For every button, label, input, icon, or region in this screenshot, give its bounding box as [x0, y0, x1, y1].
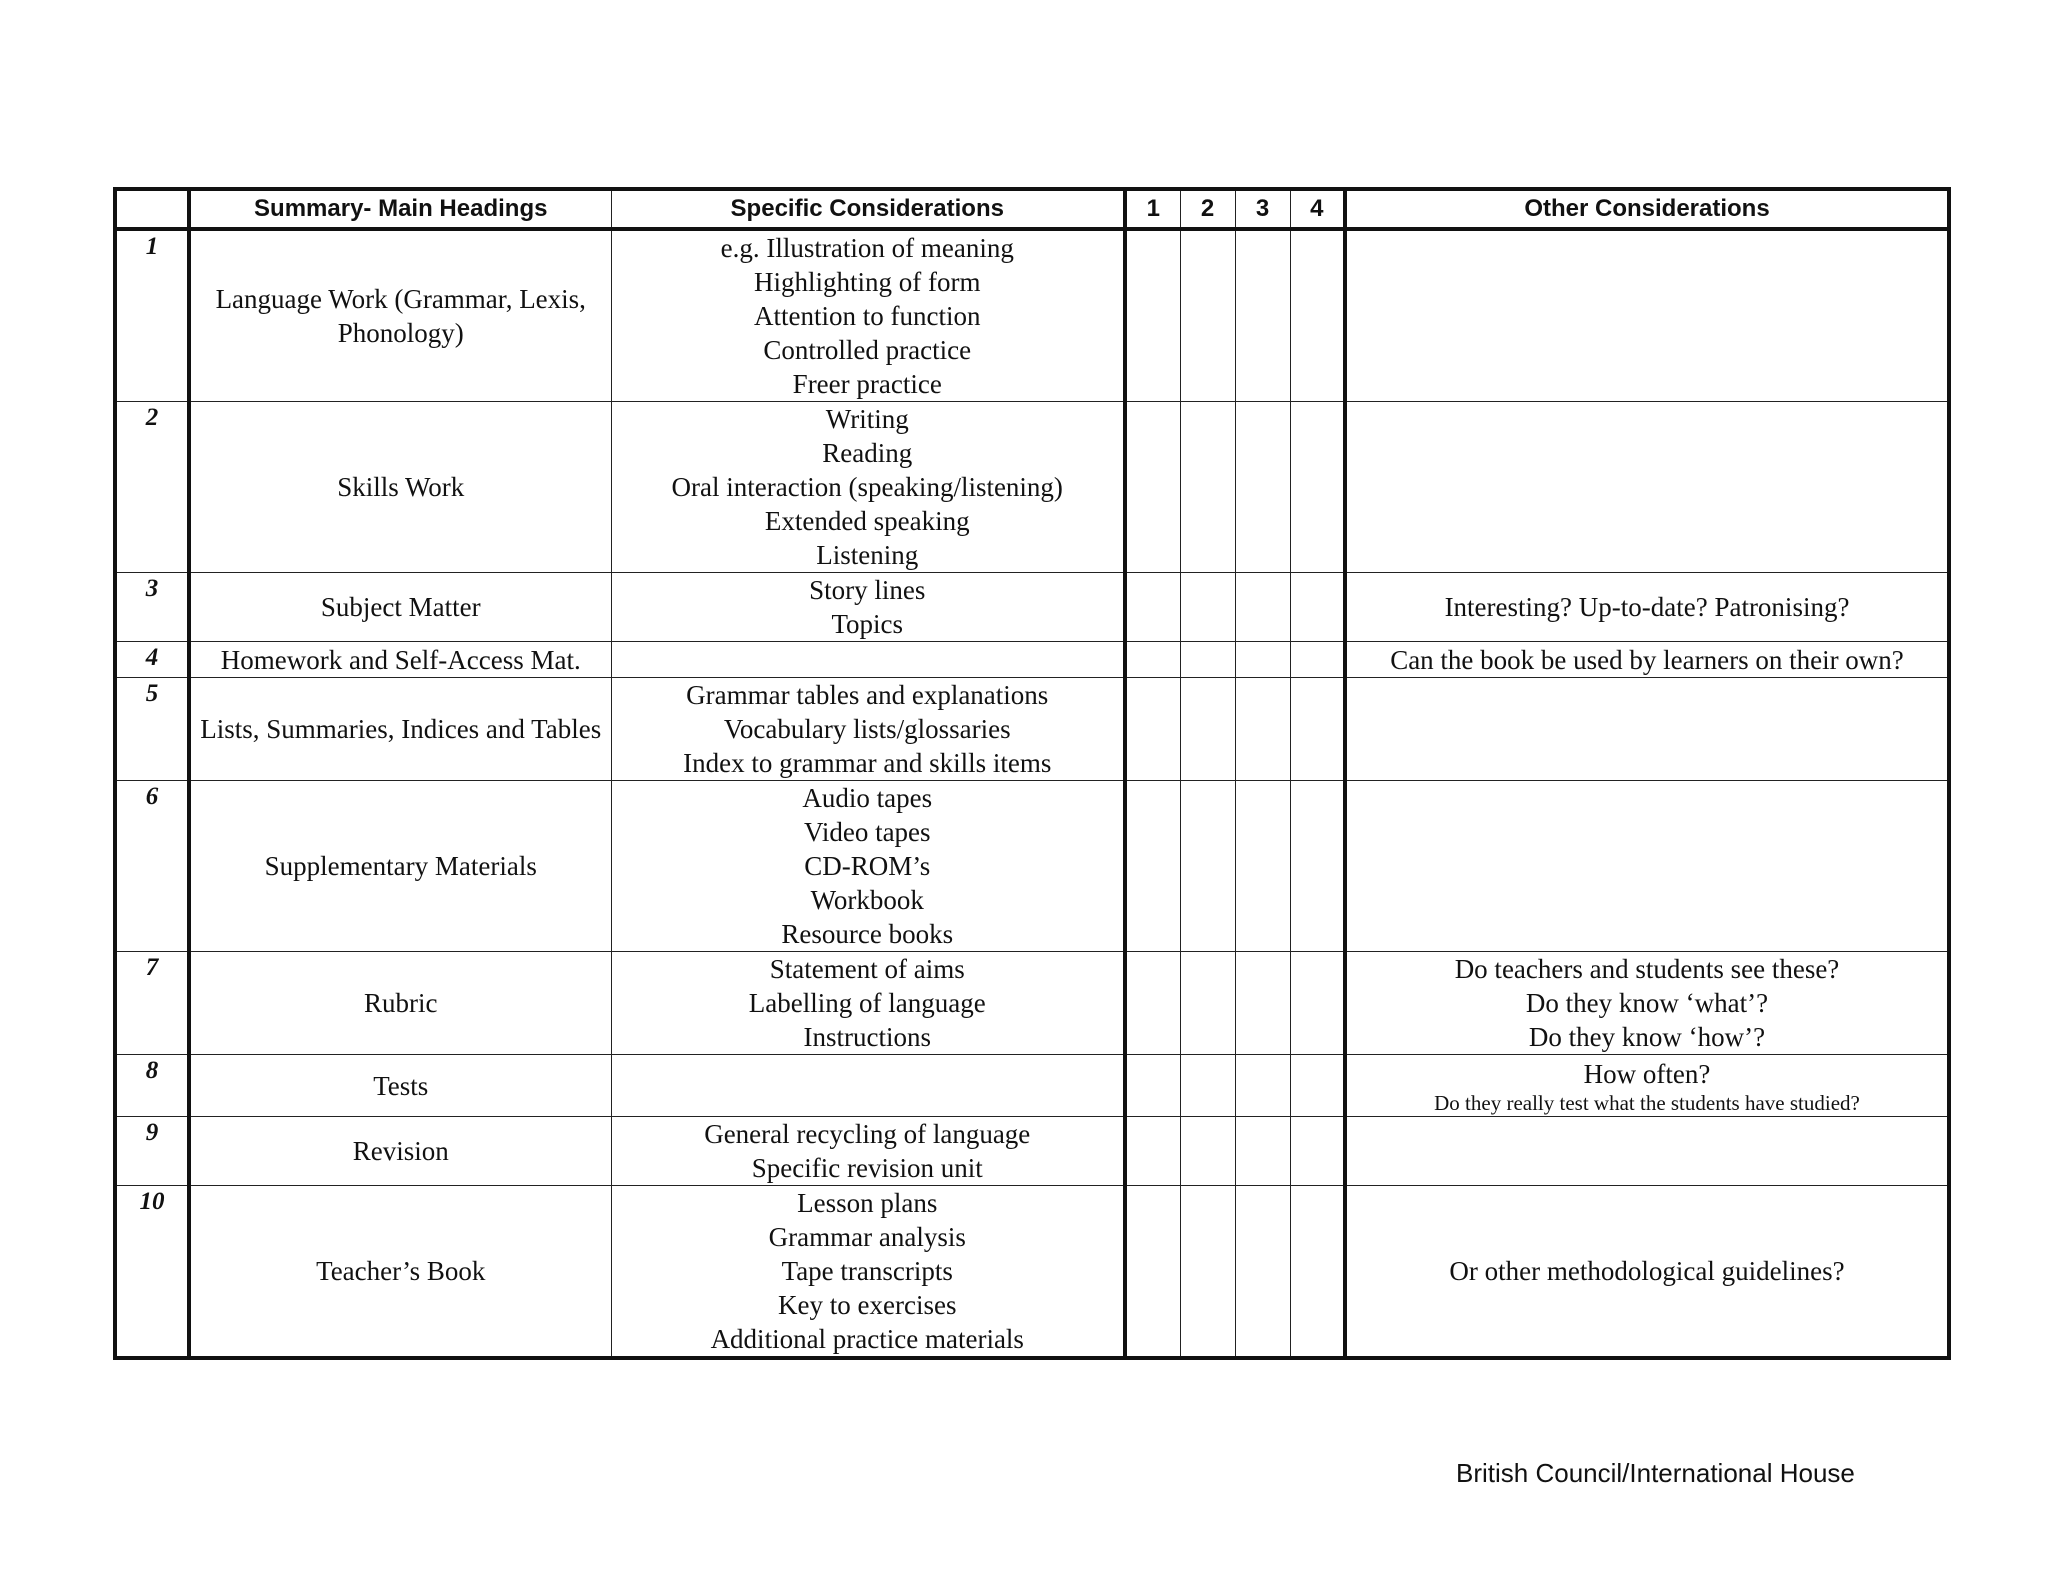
score-cell-3[interactable] — [1235, 952, 1290, 1055]
row-number: 8 — [115, 1055, 189, 1117]
other-considerations[interactable] — [1345, 1055, 1949, 1117]
score-cell-4[interactable] — [1290, 1055, 1345, 1117]
other-item: Do they know ‘how’? — [1528, 1022, 1766, 1052]
header-other: Other Considerations — [1345, 189, 1949, 229]
specific-item: Grammar tables and explanations — [686, 680, 1049, 710]
specific-item: Additional practice materials — [710, 1324, 1024, 1354]
table-row — [115, 573, 1949, 642]
other-considerations[interactable] — [1345, 402, 1949, 573]
score-cell-2[interactable] — [1180, 573, 1235, 642]
specific-item: Listening — [816, 540, 919, 570]
summary-heading: Revision — [189, 1117, 611, 1186]
footer-credit: British Council/International House — [1456, 1458, 1855, 1488]
row-number: 6 — [115, 781, 189, 952]
specific-considerations — [611, 781, 1125, 952]
table-row — [115, 1186, 1949, 1359]
score-cell-1[interactable] — [1125, 1117, 1180, 1186]
row-number: 4 — [115, 642, 189, 678]
specific-item: Key to exercises — [778, 1290, 957, 1320]
other-item: Do they know ‘what’? — [1525, 988, 1769, 1018]
row-number: 2 — [115, 402, 189, 573]
specific-item: Story lines — [809, 575, 926, 605]
summary-heading: Subject Matter — [189, 573, 611, 642]
score-cell-2[interactable] — [1180, 1055, 1235, 1117]
specific-considerations — [611, 1117, 1125, 1186]
header-score-4: 4 — [1290, 189, 1345, 229]
table-row — [115, 781, 1949, 952]
score-cell-1[interactable] — [1125, 573, 1180, 642]
table-row — [115, 678, 1949, 781]
specific-item: CD-ROM’s — [804, 851, 931, 881]
summary-heading: Teacher’s Book — [189, 1186, 611, 1359]
specific-item: Freer practice — [792, 369, 942, 399]
row-number: 3 — [115, 573, 189, 642]
specific-item: e.g. Illustration of meaning — [720, 233, 1014, 263]
specific-item: Lesson plans — [797, 1188, 938, 1218]
score-cell-3[interactable] — [1235, 402, 1290, 573]
table-body — [115, 229, 1949, 1358]
summary-heading: Lists, Summaries, Indices and Tables — [189, 678, 611, 781]
specific-considerations — [611, 573, 1125, 642]
other-considerations[interactable] — [1345, 678, 1949, 781]
other-item-small: Do they really test what the students have studied? — [1434, 1090, 1860, 1115]
table-row — [115, 1055, 1949, 1117]
specific-item: Writing — [825, 404, 909, 434]
specific-item: Audio tapes — [802, 783, 933, 813]
summary-heading: Language Work (Grammar, Lexis, Phonology) — [189, 229, 611, 402]
score-cell-3[interactable] — [1235, 1055, 1290, 1117]
score-cell-3[interactable] — [1235, 678, 1290, 781]
table-row — [115, 642, 1949, 678]
header-score-3: 3 — [1235, 189, 1290, 229]
header-row — [115, 189, 1949, 229]
specific-considerations — [611, 229, 1125, 402]
table-row — [115, 402, 1949, 573]
specific-item: General recycling of language — [704, 1119, 1031, 1149]
specific-item: Grammar analysis — [768, 1222, 966, 1252]
specific-considerations — [611, 402, 1125, 573]
specific-item: Attention to function — [754, 301, 981, 331]
score-cell-3[interactable] — [1235, 642, 1290, 678]
specific-item: Highlighting of form — [754, 267, 981, 297]
score-cell-2[interactable] — [1180, 402, 1235, 573]
specific-item: Resource books — [781, 919, 954, 949]
specific-item: Extended speaking — [764, 506, 970, 536]
other-considerations[interactable] — [1345, 781, 1949, 952]
specific-considerations — [611, 1186, 1125, 1359]
other-item: Do teachers and students see these? — [1454, 954, 1840, 984]
other-item: Interesting? Up-to-date? Patronising? — [1444, 592, 1850, 622]
specific-item: Specific revision unit — [751, 1153, 983, 1183]
specific-considerations — [611, 678, 1125, 781]
other-considerations[interactable] — [1345, 1186, 1949, 1359]
specific-item: Tape transcripts — [781, 1256, 953, 1286]
header-number — [115, 189, 189, 229]
score-cell-3[interactable] — [1235, 781, 1290, 952]
specific-item: Reading — [822, 438, 913, 468]
summary-heading: Supplementary Materials — [189, 781, 611, 952]
row-number: 7 — [115, 952, 189, 1055]
other-item: Can the book be used by learners on their own? — [1390, 644, 1904, 675]
score-cell-2[interactable] — [1180, 781, 1235, 952]
other-considerations[interactable] — [1345, 642, 1949, 678]
specific-item: Labelling of language — [748, 988, 986, 1018]
score-cell-2[interactable] — [1180, 229, 1235, 402]
other-considerations[interactable] — [1345, 952, 1949, 1055]
evaluation-table — [113, 187, 1951, 1360]
header-summary: Summary- Main Headings — [189, 189, 611, 229]
specific-considerations — [611, 952, 1125, 1055]
other-considerations[interactable] — [1345, 229, 1949, 402]
score-cell-3[interactable] — [1235, 229, 1290, 402]
specific-item: Workbook — [810, 885, 924, 915]
row-number: 9 — [115, 1117, 189, 1186]
score-cell-2[interactable] — [1180, 1117, 1235, 1186]
score-cell-1[interactable] — [1125, 229, 1180, 402]
score-cell-1[interactable] — [1125, 402, 1180, 573]
specific-item: Vocabulary lists/glossaries — [723, 714, 1011, 744]
specific-item: Statement of aims — [769, 954, 965, 984]
score-cell-4[interactable] — [1290, 781, 1345, 952]
other-item: Or other methodological guidelines? — [1449, 1256, 1845, 1286]
score-cell-2[interactable] — [1180, 678, 1235, 781]
score-cell-4[interactable] — [1290, 1117, 1345, 1186]
summary-heading: Rubric — [189, 952, 611, 1055]
other-considerations[interactable] — [1345, 1117, 1949, 1186]
score-cell-3[interactable] — [1235, 573, 1290, 642]
score-cell-4[interactable] — [1290, 678, 1345, 781]
score-cell-4[interactable] — [1290, 642, 1345, 678]
header-score-1: 1 — [1125, 189, 1180, 229]
score-cell-3[interactable] — [1235, 1186, 1290, 1359]
score-cell-1[interactable] — [1125, 1186, 1180, 1359]
specific-item: Topics — [831, 609, 904, 639]
row-number: 5 — [115, 678, 189, 781]
specific-item: Controlled practice — [763, 335, 972, 365]
table-row — [115, 1117, 1949, 1186]
specific-item: Oral interaction (speaking/listening) — [671, 472, 1063, 502]
specific-considerations — [611, 1055, 1125, 1117]
score-cell-4[interactable] — [1290, 1186, 1345, 1359]
score-cell-1[interactable] — [1125, 678, 1180, 781]
summary-heading: Skills Work — [189, 402, 611, 573]
row-number: 10 — [115, 1186, 189, 1359]
header-specific: Specific Considerations — [611, 189, 1125, 229]
score-cell-4[interactable] — [1290, 952, 1345, 1055]
score-cell-4[interactable] — [1290, 402, 1345, 573]
table-row — [115, 229, 1949, 402]
score-cell-3[interactable] — [1235, 1117, 1290, 1186]
specific-item: Instructions — [803, 1022, 931, 1052]
specific-item: Index to grammar and skills items — [683, 748, 1052, 778]
score-cell-1[interactable] — [1125, 642, 1180, 678]
score-cell-2[interactable] — [1180, 642, 1235, 678]
specific-item: Video tapes — [803, 817, 931, 847]
row-number: 1 — [115, 229, 189, 402]
score-cell-1[interactable] — [1125, 1055, 1180, 1117]
table-row — [115, 952, 1949, 1055]
score-cell-4[interactable] — [1290, 573, 1345, 642]
specific-considerations — [611, 642, 1125, 678]
score-cell-2[interactable] — [1180, 1186, 1235, 1359]
summary-heading: Tests — [189, 1055, 611, 1117]
score-cell-1[interactable] — [1125, 952, 1180, 1055]
header-score-2: 2 — [1180, 189, 1235, 229]
other-considerations[interactable] — [1345, 573, 1949, 642]
other-item: How often? — [1583, 1058, 1711, 1089]
summary-heading: Homework and Self-Access Mat. — [189, 642, 611, 678]
score-cell-1[interactable] — [1125, 781, 1180, 952]
score-cell-4[interactable] — [1290, 229, 1345, 402]
score-cell-2[interactable] — [1180, 952, 1235, 1055]
